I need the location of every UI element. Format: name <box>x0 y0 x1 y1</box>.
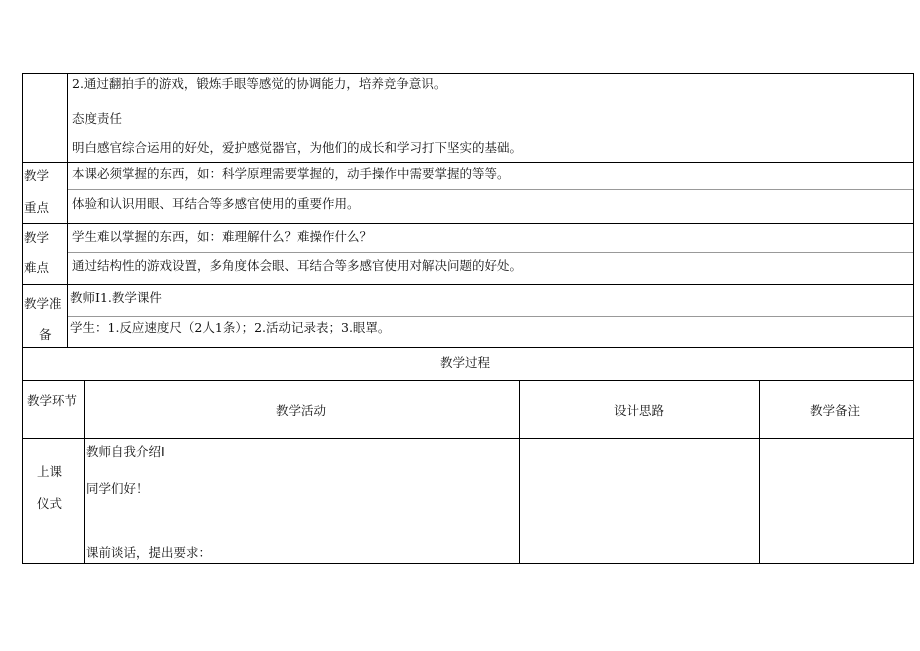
rule-stage-column <box>84 380 85 564</box>
header-notes: 教学备注 <box>810 403 861 418</box>
attitude-heading: 态度责任 <box>72 111 123 126</box>
rule-difficulties-top <box>22 223 914 224</box>
header-activity: 教学活动 <box>276 403 327 418</box>
difficulties-line2: 通过结构性的游戏设置，多角度体会眼、耳结合等多感官使用对解决问题的好处。 <box>72 258 523 273</box>
process-title: 教学过程 <box>440 355 491 370</box>
key-points-label-top: 教学 <box>24 168 50 183</box>
key-points-line2: 体验和认识用眼、耳结合等多感官使用的重要作用。 <box>72 196 360 211</box>
rule-bottom <box>22 563 914 564</box>
goal-line: 2.通过翻拍手的游戏，锻炼手眼等感觉的协调能力，培养竞争意识。 <box>72 76 447 91</box>
difficulties-label-bottom: 难点 <box>24 260 50 275</box>
preparation-student: 学生：1.反应速度尺（2人1条）；2.活动记录表；3.眼罩。 <box>70 320 391 335</box>
row1-stage-bottom: 仪式 <box>37 496 63 511</box>
header-stage: 教学环节 <box>27 393 78 408</box>
rule-headers-bottom <box>22 438 914 439</box>
preparation-label-top: 教学准 <box>24 296 62 311</box>
header-design: 设计思路 <box>614 403 665 418</box>
rule-preparation-top <box>22 284 914 285</box>
row1-stage-top: 上课 <box>37 464 63 479</box>
key-points-label-bottom: 重点 <box>24 200 50 215</box>
preparation-teacher: 教师I1.教学课件 <box>70 290 162 305</box>
rule-key-points-top <box>22 162 914 163</box>
rule-top <box>22 73 914 74</box>
rule-left <box>22 73 23 564</box>
rule-activity-column <box>519 380 520 564</box>
rule-key-points-mid <box>68 189 914 190</box>
row1-activity-line1: 教师自我介绍I <box>86 444 165 459</box>
rule-preparation-mid <box>68 316 914 317</box>
rule-difficulties-mid <box>68 252 914 253</box>
rule-headers-top <box>22 380 914 381</box>
attitude-text: 明白感官综合运用的好处，爱护感觉器官，为他们的成长和学习打下坚实的基础。 <box>72 140 523 155</box>
preparation-label-bottom: 备 <box>39 327 52 342</box>
row1-activity-line3: 课前谈话，提出要求： <box>86 545 212 560</box>
key-points-line1: 本课必须掌握的东西，如：科学原理需要掌握的，动手操作中需要掌握的等等。 <box>72 166 510 181</box>
difficulties-line1: 学生难以掌握的东西，如：难理解什么？难操作什么？ <box>72 229 373 244</box>
rule-label-column <box>67 73 68 348</box>
rule-right <box>913 73 914 564</box>
rule-process-top <box>22 347 914 348</box>
difficulties-label-top: 教学 <box>24 230 50 245</box>
row1-activity-line2: 同学们好！ <box>86 481 149 496</box>
rule-design-column <box>759 380 760 564</box>
